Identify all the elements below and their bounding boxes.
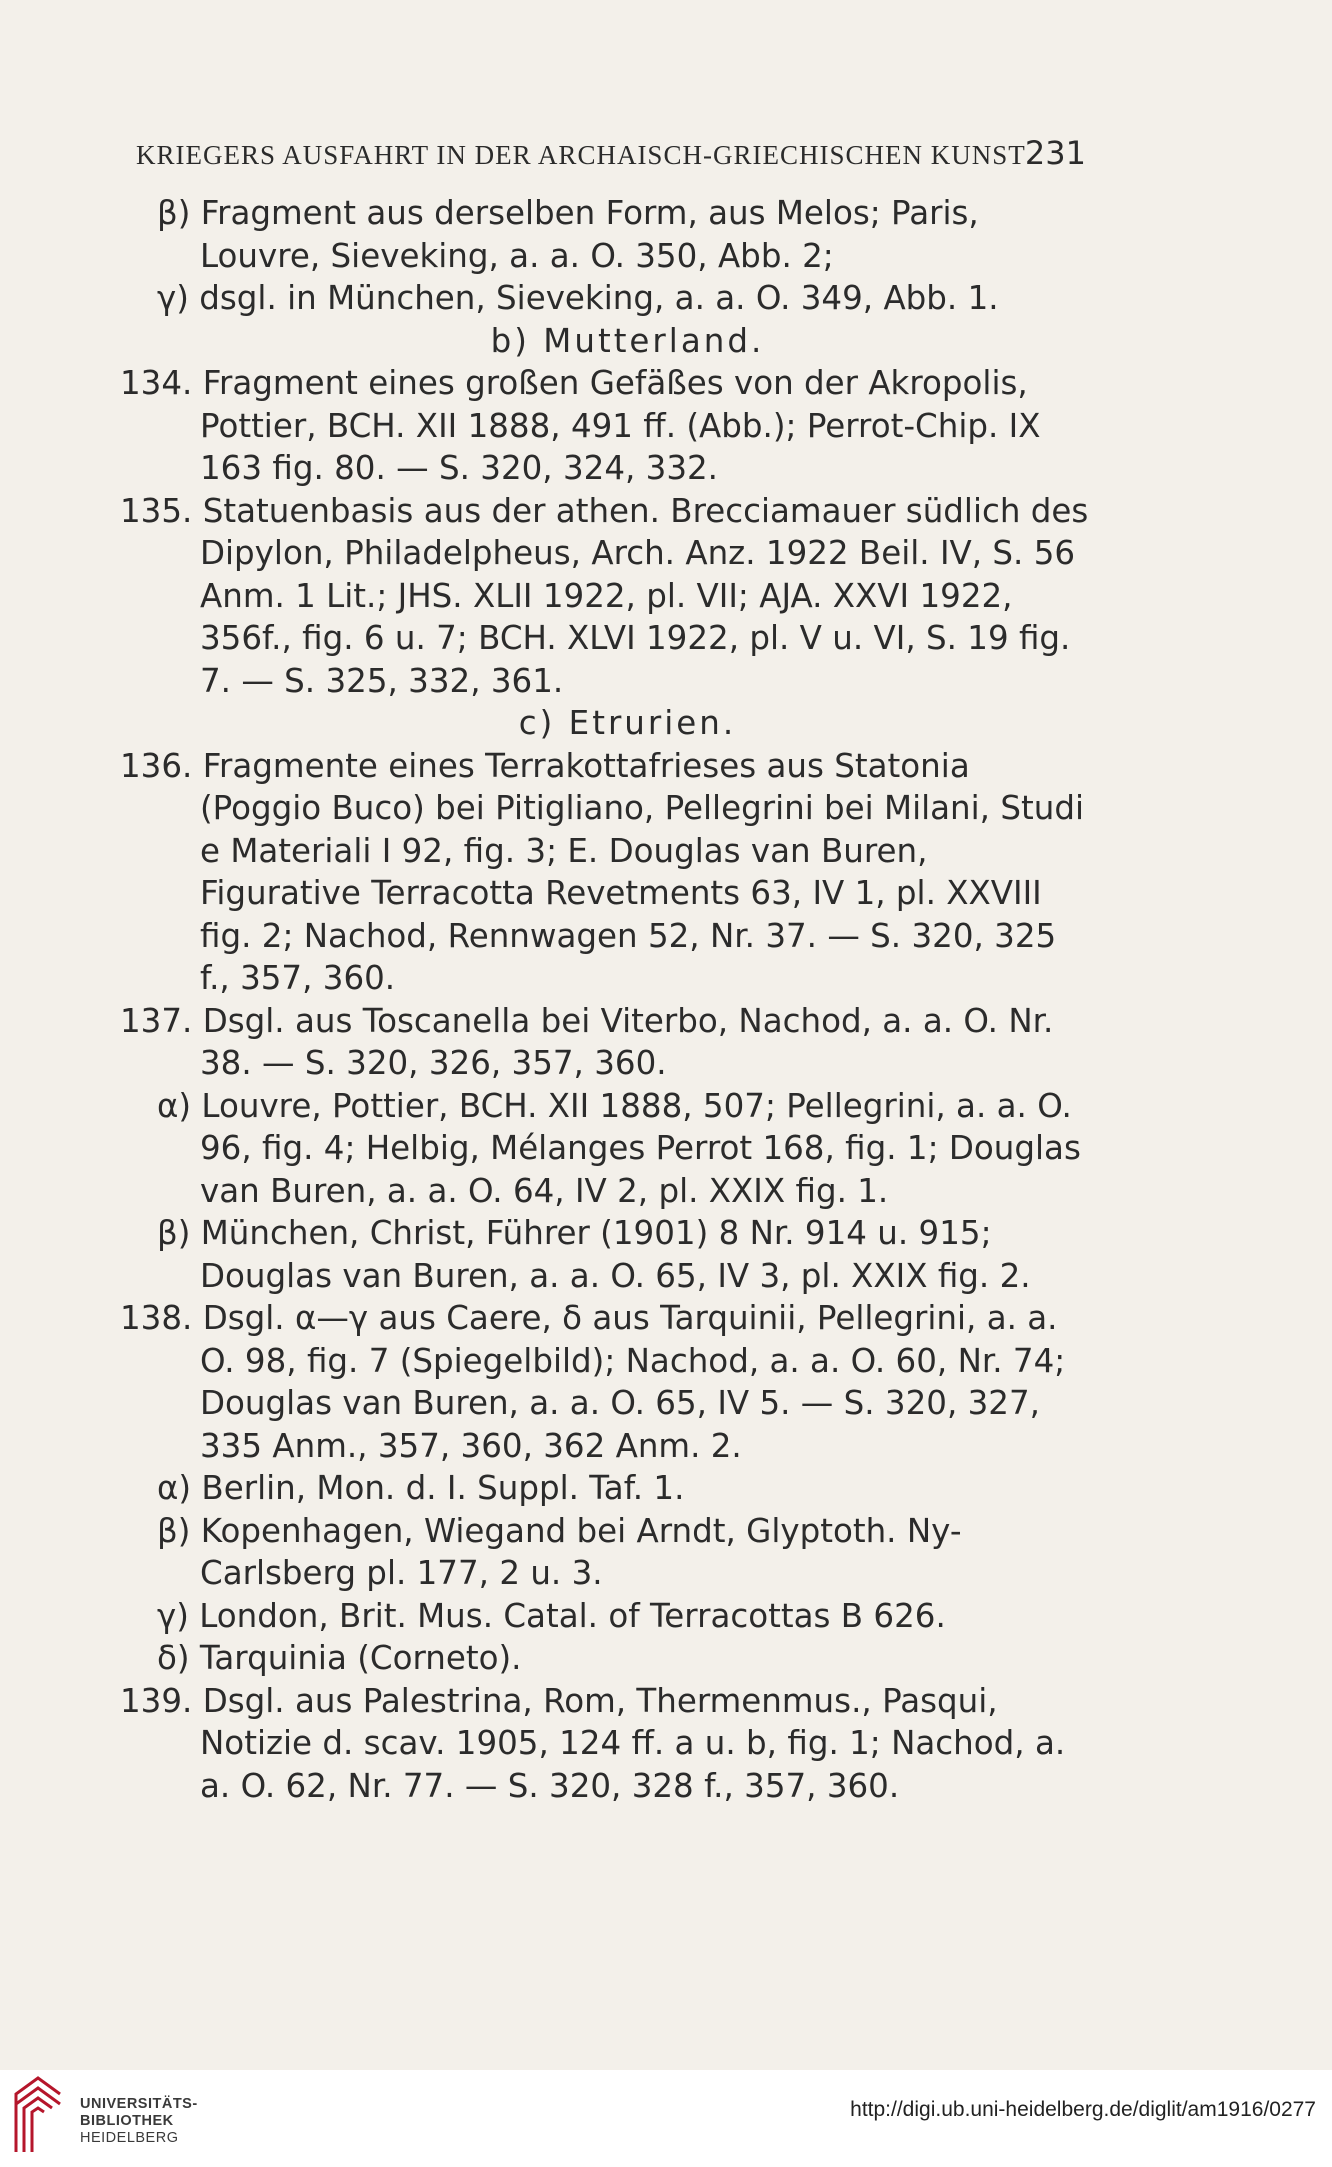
list-item: β) München, Christ, Führer (1901) 8 Nr. 914 u. 915; Douglas van Buren, a. a. O. 65, IV 3, pl. XXIX fig. 2. <box>157 1214 1031 1295</box>
list-item: β) Kopenhagen, Wiegand bei Arndt, Glyptoth. Ny-Carlsberg pl. 177, 2 u. 3. <box>157 1511 962 1592</box>
library-line: BIBLIOTHEK <box>80 2113 174 2129</box>
source-url-link[interactable]: http://digi.ub.uni-heidelberg.de/diglit/am1916/0277 <box>850 2098 1316 2121</box>
catalog-entry: 137. Dsgl. aus Toscanella bei Viterbo, Nachod, a. a. O. Nr. 38. — S. 320, 326, 357, 360. <box>120 1001 1054 1082</box>
library-name <box>80 2096 198 2147</box>
list-item: α) Berlin, Mon. d. I. Suppl. Taf. 1. <box>157 1469 685 1507</box>
running-header <box>136 134 1086 172</box>
catalog-entry: 136. Fragmente eines Terrakottafrieses aus Statonia (Poggio Buco) bei Pitigliano, Pellegrini bei Milani, Studi e Materiali I 92, fig. 3; E. Douglas van Buren, Figurative Terracotta Revetments 63, IV 1, pl. XXVIII fig. 2; Nachod, Rennwagen 52, Nr. 37. — S. 320, 325 f., 357, 360. <box>120 746 1084 997</box>
section-heading: b) Mutterland. <box>490 321 765 360</box>
list-item: α) Louvre, Pottier, BCH. XII 1888, 507; Pellegrini, a. a. O. 96, fig. 4; Helbig, Mélanges Perrot 168, fig. 1; Douglas van Buren, a. a. O. 64, IV 2, pl. XXIX fig. 1. <box>157 1086 1081 1210</box>
list-item: γ) London, Brit. Mus. Catal. of Terracottas B 626. <box>157 1596 946 1635</box>
catalog-entry: 134. Fragment eines großen Gefäßes von der Akropolis, Pottier, BCH. XII 1888, 491 ff. (Abb.); Perrot-Chip. IX 163 fig. 80. — S. 320, 324, 332. <box>120 364 1041 487</box>
list-item: γ) dsgl. in München, Sieveking, a. a. O. 349, Abb. 1. <box>157 279 999 317</box>
running-title: KRIEGERS AUSFAHRT IN DER ARCHAISCH-GRIECHISCHEN KUNST <box>136 140 1026 170</box>
page-body <box>120 192 1095 1807</box>
catalog-entry: 138. Dsgl. α—γ aus Caere, δ aus Tarquinii, Pellegrini, a. a. O. 98, fig. 7 (Spiegelbild); Nachod, a. a. O. 60, Nr. 74; Douglas van Buren, a. a. O. 65, IV 5. — S. 320, 327, 335 Anm., 357, 360, 362 Anm. 2. <box>120 1299 1066 1465</box>
page-number: 231 <box>1024 134 1086 172</box>
section-heading: c) Etrurien. <box>518 704 737 742</box>
library-line: HEIDELBERG <box>80 2130 179 2146</box>
list-item: β) Fragment aus derselben Form, aus Melos; Paris, Louvre, Sieveking, a. a. O. 350, Abb. 2; <box>157 194 979 275</box>
library-line: UNIVERSITÄTS- <box>80 2096 198 2112</box>
catalog-entry: 135. Statuenbasis aus der athen. Brecciamauer südlich des Dipylon, Philadelpheus, Arch. Anz. 1922 Beil. IV, S. 56 Anm. 1 Lit.; JHS. XLII 1922, pl. VII; AJA. XXVI 1922, 356f., fig. 6 u. 7; BCH. XLVI 1922, pl. V u. VI, S. 19 fig. 7. — S. 325, 332, 361. <box>120 491 1089 700</box>
university-library-logo-icon <box>10 2074 68 2156</box>
catalog-entry: 139. Dsgl. aus Palestrina, Rom, Thermenmus., Pasqui, Notizie d. scav. 1905, 124 ff. a u. b, fig. 1; Nachod, a. a. O. 62, Nr. 77. — S. 320, 328 f., 357, 360. <box>120 1681 1066 1805</box>
list-item: δ) Tarquinia (Corneto). <box>157 1639 522 1677</box>
